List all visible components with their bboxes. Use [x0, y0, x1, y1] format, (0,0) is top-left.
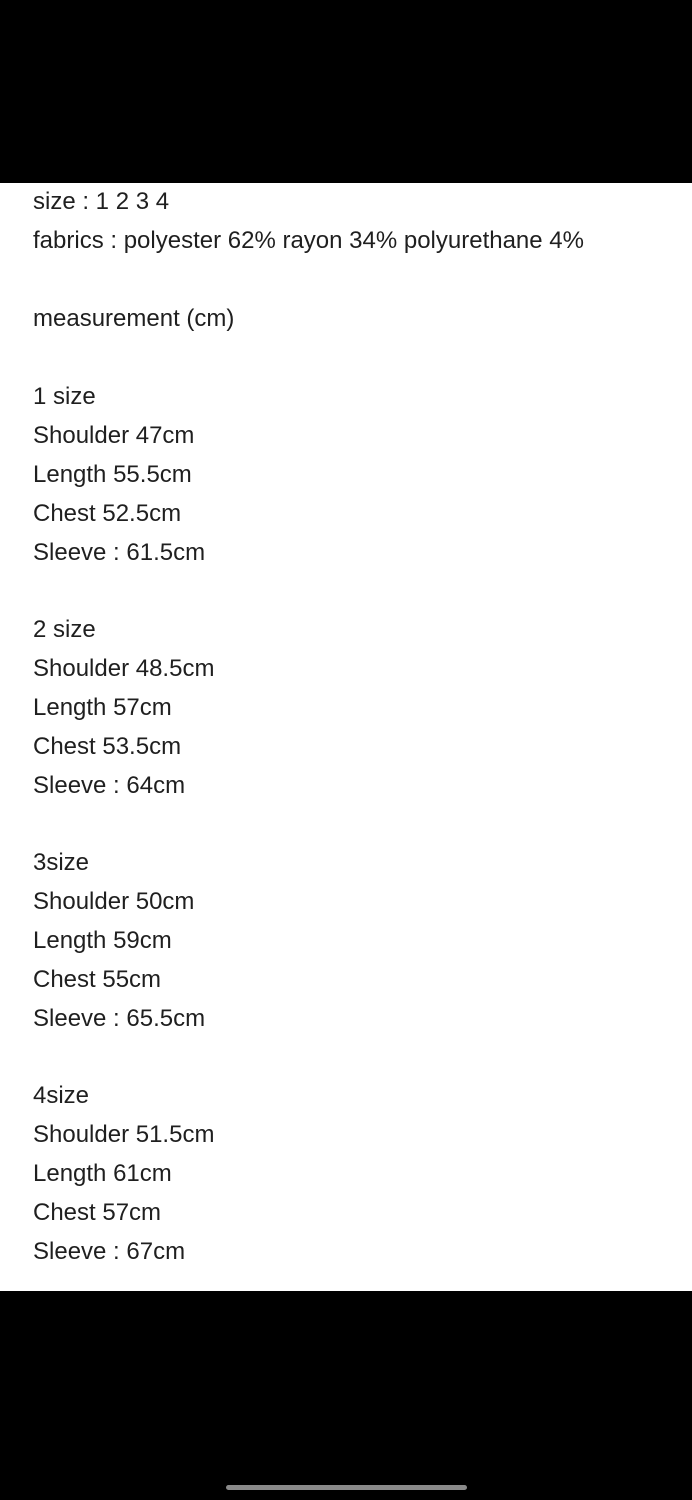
size-4-shoulder: Shoulder 51.5cm [33, 1121, 215, 1148]
size-2-sleeve: Sleeve : 64cm [33, 772, 186, 799]
size-2-chest: Chest 53.5cm [33, 733, 182, 760]
size-3-sleeve: Sleeve : 65.5cm [33, 1005, 206, 1032]
size-2-label: 2 size [33, 616, 96, 643]
size-options-text: size : 1 2 3 4 [33, 188, 170, 215]
size-2-length: Length 57cm [33, 694, 172, 721]
size-4-label: 4size [33, 1082, 90, 1109]
home-indicator[interactable] [226, 1485, 467, 1490]
product-description-panel[interactable] [0, 183, 692, 1291]
size-4-chest: Chest 57cm [33, 1199, 162, 1226]
size-1-shoulder: Shoulder 47cm [33, 422, 195, 449]
size-1-sleeve: Sleeve : 61.5cm [33, 539, 206, 566]
size-1-length: Length 55.5cm [33, 461, 192, 488]
size-3-length: Length 59cm [33, 927, 172, 954]
size-1-chest: Chest 52.5cm [33, 500, 182, 527]
size-2-shoulder: Shoulder 48.5cm [33, 655, 215, 682]
size-1-label: 1 size [33, 383, 96, 410]
bottom-black-bar [0, 1291, 692, 1500]
size-4-sleeve: Sleeve : 67cm [33, 1238, 186, 1265]
size-3-label: 3size [33, 849, 90, 876]
size-3-chest: Chest 55cm [33, 966, 162, 993]
size-4-length: Length 61cm [33, 1160, 172, 1187]
measurement-title: measurement (cm) [33, 305, 235, 332]
size-3-shoulder: Shoulder 50cm [33, 888, 195, 915]
fabrics-text: fabrics : polyester 62% rayon 34% polyurethane 4% [33, 227, 584, 254]
top-black-bar [0, 0, 692, 183]
